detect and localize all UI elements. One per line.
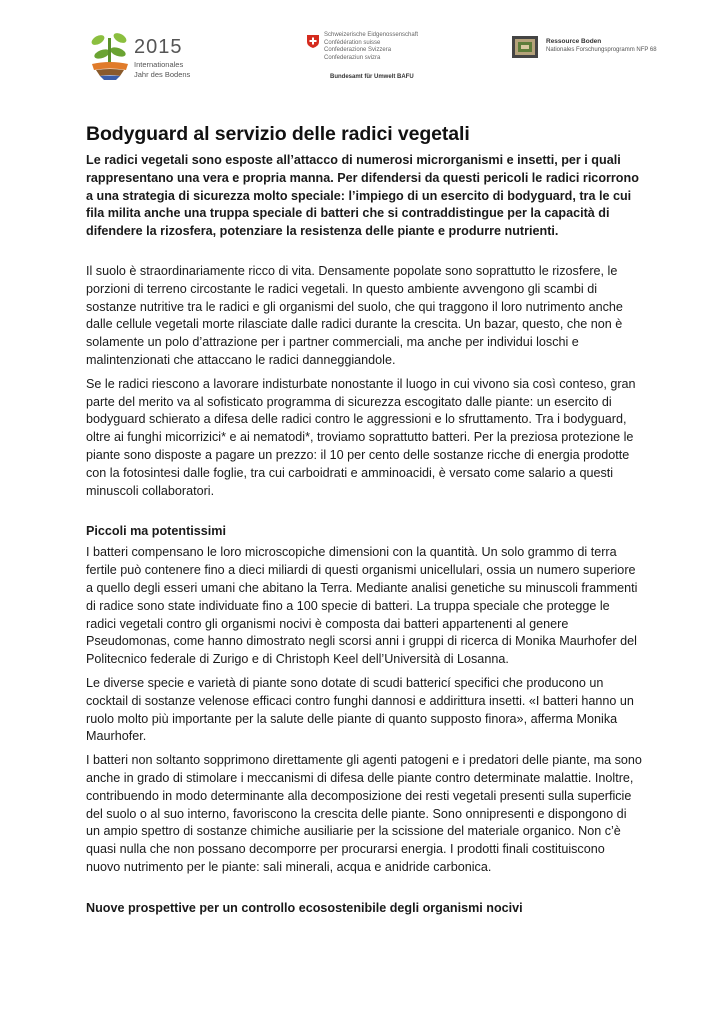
paragraph-5: I batteri non soltanto sopprimono direttamente gli agenti patogeni e i predatori delle piante, ma sono anche in grado di stimolare i meccanismi di difesa delle piante contro determinate malattie. Inoltre, contribuendo in modo determinante alla decomposizione dei resti vegetali presenti sulla superficie del suolo o al suo interno, favoriscono la crescita delle piante. Sono onnipresenti e dispongono di un ampio spettro di sostanze chimiche ausiliarie per la scissione del materiale organico. Non c’è quasi nulla che non possano decomporre per procurarsi energia. I prodotti finali costituiscono nuovo nutrimento per le piante: sali minerali, acqua e anidride carbonica. <box>86 753 642 874</box>
paragraph-3: I batteri compensano le loro microscopiche dimensioni con la quantità. Un solo grammo di terra fertile può contenere fino a dieci miliardi di questi organismi unicellulari, ossia un numero superiore a quello degli esseri umani che abitano la Terra. Mediante analisi genetiche su minuscoli frammenti di radice sono state individuate fino a 100 specie di batteri. La truppa speciale che protegge le radici vegetali contro gli organismi nocivi è composta dai batteri appartenenti al genere Pseudomonas, come hanno dimostrato negli scorsi anni i gruppi di ricerca di Monika Maurhofer del Politecnico federale di Zurigo e di Christoph Keel dell’Università di Losanna. <box>86 545 638 667</box>
article-lead: Le radici vegetali sono esposte all’attacco di numerosi microrganismi e insetti, per i quali rappresentano una vera e propria manna. Per difendersi da questi pericoli le radici ricorrono a una strategia di sicurezza molto speciale: l’impiego di un esercito di bodyguard, tra le cui fila milita anche una truppa speciale di batteri che si contraddistingue per la capacità di difendere la rizosfera, potenziare la resistenza delle piante e produrre nutrienti. <box>86 153 639 239</box>
iyos-line2: Jahr des Bodens <box>134 70 191 79</box>
article <box>86 122 642 921</box>
plant-icon <box>88 30 132 80</box>
section-heading-piccoli: Piccoli ma potentissimi <box>86 524 226 539</box>
swiss-names <box>324 32 418 62</box>
iyos-line1: Internationales <box>134 60 184 69</box>
swiss-line-2: Confédération suisse <box>324 39 381 46</box>
swiss-line-3: Confederazione Svizzera <box>324 47 392 53</box>
swiss-line-1: Schweizerische Eidgenossenschaft <box>324 32 419 38</box>
iyos-2015-logo <box>88 30 198 92</box>
swiss-confederation-logo <box>304 30 454 92</box>
rb-subtitle: Nationales Forschungsprogramm NFP 68 <box>546 47 657 53</box>
soil-photo-icon <box>512 36 540 60</box>
article-title: Bodyguard al servizio delle radici vegetali <box>86 123 470 145</box>
iyos-year: 2015 <box>134 36 183 58</box>
page-header <box>0 28 724 98</box>
paragraph-4: Le diverse specie e varietà di piante sono dotate di scudi battericí specifici che producono un cocktail di sostanze velenose efficaci contro funghi dannosi e addirittura insetti. «I batteri hanno un ruolo molto più importante per la salute delle piante di quanto supposto finora», afferma Monika Maurhofer. <box>86 675 634 744</box>
paragraph-2: Se le radici riescono a lavorare indisturbate nonostante il luogo in cui vivono sia così conteso, gran parte del merito va al sofisticato programma di sicurezza escogitato dalle piante: un esercito di bodyguard schierato a difesa delle radici contro le aggressioni e lo sfruttamento. Tra i bodyguard, oltre ai funghi micorrizici* e ai nematodi*, troviamo soprattutto batteri. Per la preziosa protezione le piante sono disposte a pagare un prezzo: il 10 per cento delle sostanze ricche di energia prodotte con la fotosintesi dalle foglie, tra cui carboidrati e amminoacidi, è versato come salario a questi minuscoli collaboratori. <box>86 376 636 498</box>
swiss-flag-icon <box>306 34 320 48</box>
paragraph-1: Il suolo è straordinariamente ricco di vita. Densamente popolate sono soprattutto le rizosfere, le porzioni di terreno circostante le radici vegetali. In questo ambiente avvengono gli scambi di sostanze nutritive tra le radici e gli organismi del suolo, che qui traggono il loro nutrimento anche dalle cellule vegetali morte rilasciate dalle radici durante la crescita. Un bazar, questo, che non è solamente un polo d’attrazione per i partner commerciali, ma anche per individui loschi e malintenzionati che attaccano le radici danneggiandole. <box>86 263 623 367</box>
section-heading-nuove: Nuove prospettive per un controllo ecosostenibile degli organismi nocivi <box>86 900 523 915</box>
ressource-boden-logo <box>512 34 692 74</box>
swiss-line-4: Confederaziun svizra <box>324 54 381 61</box>
rb-title: Ressource Boden <box>546 38 602 45</box>
bafu-office: Bundesamt für Umwelt BAFU <box>330 74 414 80</box>
